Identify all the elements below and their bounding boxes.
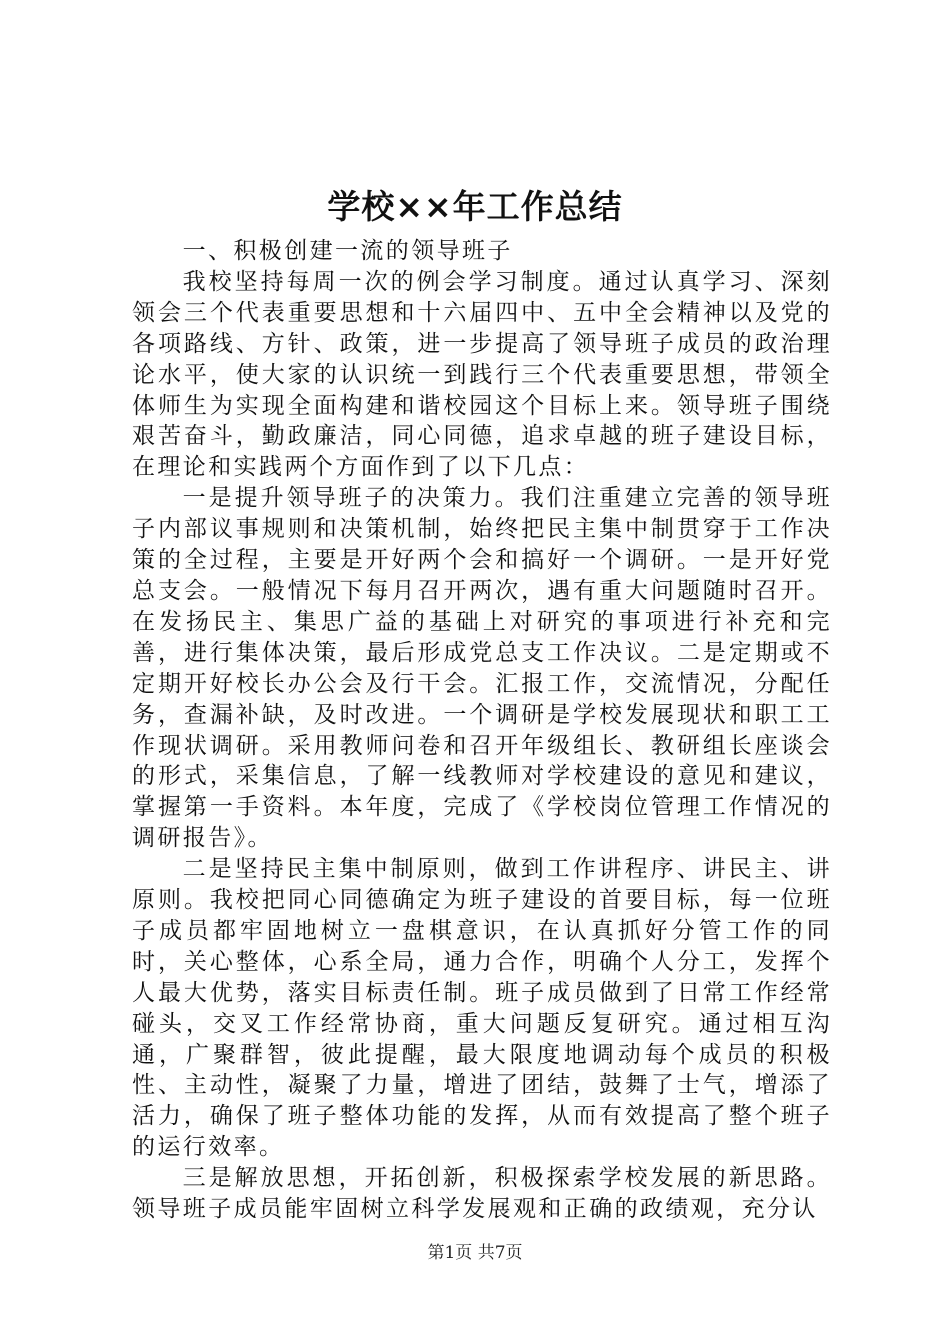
document-body bbox=[132, 236, 832, 1225]
paragraph: 三是解放思想，开拓创新，积极探索学校发展的新思路。领导班子成员能牢固树立科学发展观和正确的政绩观，充分认 bbox=[132, 1165, 832, 1223]
paragraph: 二是坚持民主集中制原则，做到工作讲程序、讲民主、讲原则。我校把同心同德确定为班子建设的首要目标，每一位班子成员都牢固地树立一盘棋意识，在认真抓好分管工作的同时，关心整体，心系全局，通力合作，明确个人分工，发挥个人最大优势，落实目标责任制。班子成员做到了日常工作经常碰头，交叉工作经常协商，重大问题反复研究。通过相互沟通，广聚群智，彼此提醒，最大限度地调动每个成员的积极性、主动性，凝聚了力量，增进了团结，鼓舞了士气，增添了活力，确保了班子整体功能的发挥，从而有效提高了整个班子的运行效率。 bbox=[132, 856, 832, 1161]
document-title: 学校××年工作总结 bbox=[327, 187, 623, 226]
page-footer: 第1页 共7页 bbox=[427, 1243, 523, 1263]
paragraph: 我校坚持每周一次的例会学习制度。通过认真学习、深刻领会三个代表重要思想和十六届四中、五中全会精神以及党的各项路线、方针、政策，进一步提高了领导班子成员的政治理论水平，使大家的认识统一到践行三个代表重要思想，带领全体师生为实现全面构建和谐校园这个目标上来。领导班子围绕艰苦奋斗，勤政廉洁，同心同德，追求卓越的班子建设目标，在理论和实践两个方面作到了以下几点： bbox=[132, 268, 832, 481]
section-heading: 一、积极创建一流的领导班子 bbox=[182, 238, 513, 264]
paragraph: 一是提升领导班子的决策力。我们注重建立完善的领导班子内部议事规则和决策机制，始终把民主集中制贯穿于工作决策的全过程，主要是开好两个会和搞好一个调研。一是开好党总支会。一般情况下每月召开两次，遇有重大问题随时召开。在发扬民主、集思广益的基础上对研究的事项进行补充和完善，进行集体决策，最后形成党总支工作决议。二是定期或不定期开好校长办公会及行干会。汇报工作，交流情况，分配任务，查漏补缺，及时改进。一个调研是学校发展现状和职工工作现状调研。采用教师问卷和召开年级组长、教研组长座谈会的形式，采集信息，了解一线教师对学校建设的意见和建议，掌握第一手资料。本年度，完成了《学校岗位管理工作情况的调研报告》。 bbox=[132, 485, 832, 852]
